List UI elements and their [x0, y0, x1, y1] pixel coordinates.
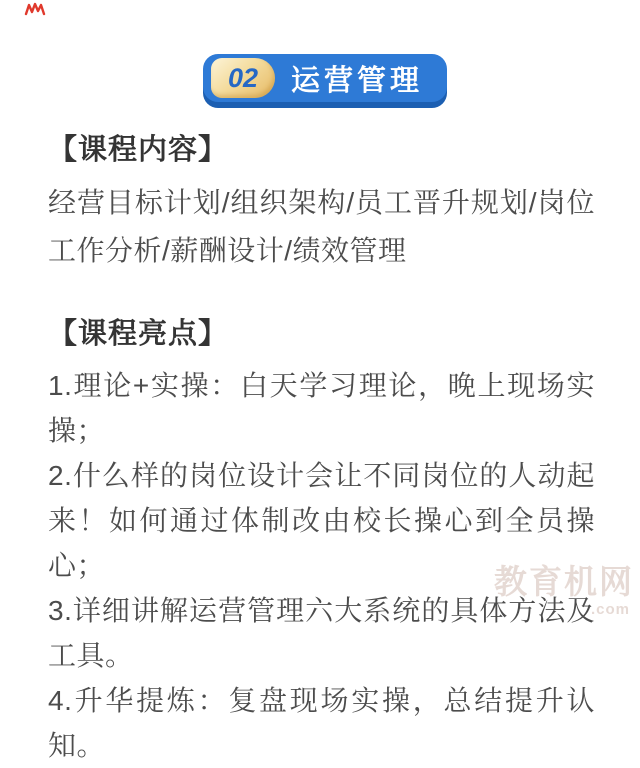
badge-title: 运营管理 [290, 64, 423, 97]
highlight-item-3: 3.详细讲解运营管理六大系统的具体方法及工具。 [48, 595, 595, 671]
highlight-item-2: 2.什么样的岗位设计会让不同岗位的人动起来！如何通过体制改由校长操心到全员操心； [48, 460, 595, 581]
course-highlights-heading: 【课程亮点】 [48, 318, 229, 350]
section-course-content [48, 135, 595, 275]
poster-content [0, 135, 640, 768]
course-content-heading: 【课程内容】 [48, 134, 229, 166]
section-badge [203, 54, 447, 102]
badge-number: 02 [227, 62, 258, 93]
section-badge-row [5, 0, 640, 102]
badge-number-capsule [211, 58, 275, 98]
highlight-item-4: 4.升华提炼：复盘现场实操，总结提升认知。 [48, 685, 595, 761]
section-course-highlights [48, 319, 595, 768]
watermark-suffix: .com [590, 601, 630, 618]
watermark-text: 教育机网 [494, 563, 634, 600]
course-content-body: 经营目标计划/组织架构/员工晋升规划/岗位工作分析/薪酬设计/绩效管理 [48, 187, 595, 266]
highlight-item-1: 1.理论+实操：白天学习理论，晚上现场实操； [48, 370, 595, 446]
